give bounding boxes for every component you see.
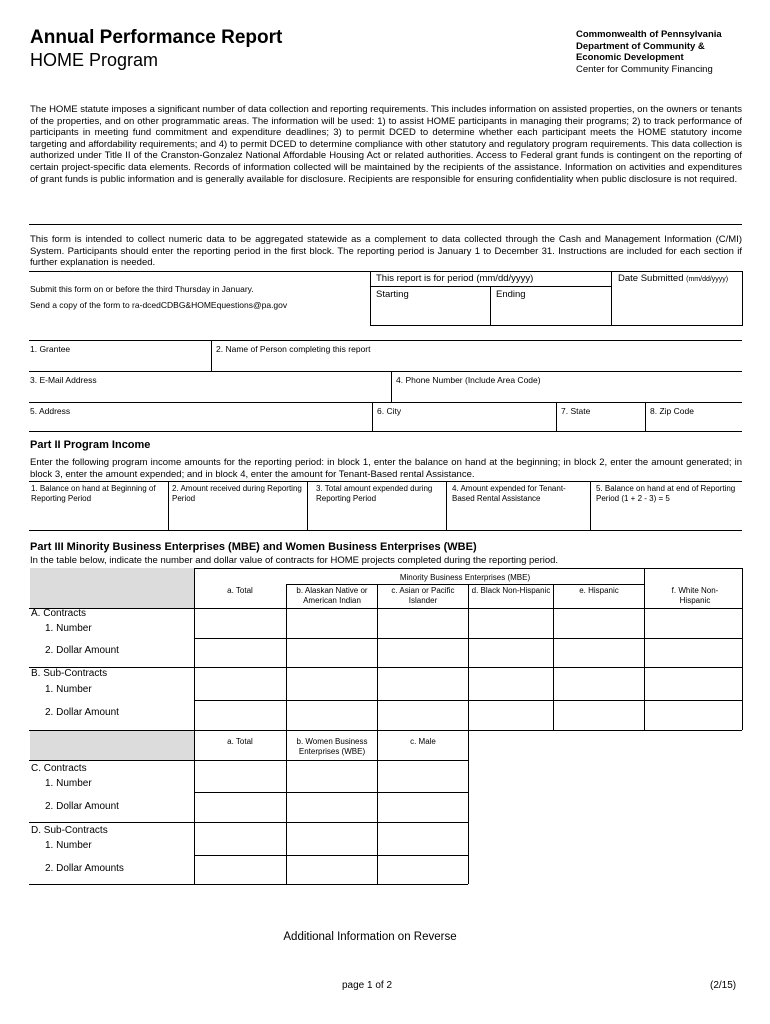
person-field[interactable] xyxy=(216,356,740,370)
mbe-contracts-dollar-white[interactable] xyxy=(646,640,741,666)
row-contracts-dollar: 2. Dollar Amount xyxy=(45,645,119,656)
purpose-paragraph: This form is intended to collect numeric data to be aggregated statewide as a complement to data collected through the Cash and Management Information (C/MI) System. Participants should enter the reporting period in the first block. The reporting period is January 1 to December 31. Instructions are included for each section if further explanation is needed. xyxy=(30,234,742,269)
mbe-subcontracts-number-asian[interactable] xyxy=(379,669,467,699)
starting-label: Starting xyxy=(376,289,409,300)
wbe-contracts-number-male[interactable] xyxy=(379,762,467,791)
divider xyxy=(742,568,743,730)
agency-line-4: Center for Community Financing xyxy=(576,63,713,75)
wbe-subcontracts-number-women[interactable] xyxy=(288,824,376,854)
part2-instructions: Enter the following program income amounts for the reporting period: in block 1, enter the balance on hand at the beginning; in block 2, enter the amount generated; in block 3, enter the amount expended; and in block 4, enter the amount for Tenant-Based rental Assistance. xyxy=(30,457,742,480)
mbe-subcontracts-dollar-asian[interactable] xyxy=(379,702,467,729)
wbe-col-male-label: c. Male xyxy=(410,737,436,746)
divider xyxy=(194,792,468,793)
row-wbe-contracts-dollar: 2. Dollar Amount xyxy=(45,801,119,812)
mbe-contracts-dollar-native[interactable] xyxy=(288,640,376,666)
wbe-contracts-dollar-total[interactable] xyxy=(196,794,284,821)
address-field[interactable] xyxy=(30,418,370,430)
wbe-contracts-dollar-male[interactable] xyxy=(379,794,467,821)
col-white-label: f. White Non-Hispanic xyxy=(671,586,719,605)
state-field[interactable] xyxy=(561,418,643,430)
part3-title: Part III Minority Business Enterprises (MBE) and Women Business Enterprises (WBE) xyxy=(30,541,477,553)
submit-email: Send a copy of the form to ra-dcedCDBG&HOMEquestions@pa.gov xyxy=(30,300,288,310)
form-title: Annual Performance Report xyxy=(30,27,283,48)
divider xyxy=(286,584,644,585)
wbe-subcontracts-dollar-total[interactable] xyxy=(196,857,284,883)
grantee-field[interactable] xyxy=(30,356,208,370)
wbe-col-total-label: a. Total xyxy=(227,737,253,746)
state-label: 7. State xyxy=(561,406,591,416)
divider xyxy=(468,584,469,730)
mbe-subcontracts-dollar-hispanic[interactable] xyxy=(555,702,643,729)
wbe-contracts-number-women[interactable] xyxy=(288,762,376,791)
mbe-contracts-number-black[interactable] xyxy=(470,610,552,637)
page-number: page 1 of 2 xyxy=(341,980,393,991)
pi-balance-end-field[interactable] xyxy=(592,508,740,528)
divider xyxy=(29,822,468,823)
mbe-subcontracts-dollar-black[interactable] xyxy=(470,702,552,729)
mbe-subcontracts-number-native[interactable] xyxy=(288,669,376,699)
mbe-contracts-dollar-hispanic[interactable] xyxy=(555,640,643,666)
part2-title: Part II Program Income xyxy=(30,439,151,451)
divider xyxy=(211,340,212,371)
phone-label: 4. Phone Number (Include Area Code) xyxy=(396,375,541,385)
row-wbe-contracts-number: 1. Number xyxy=(45,778,92,789)
col-total-label: a. Total xyxy=(227,586,253,595)
program-subtitle: HOME Program xyxy=(30,50,159,70)
col-asian-pacific-label: c. Asian or Pacific Islander xyxy=(391,586,455,605)
wbe-subcontracts-number-total[interactable] xyxy=(196,824,284,854)
divider xyxy=(194,568,742,569)
city-field[interactable] xyxy=(377,418,553,430)
divider xyxy=(194,730,195,884)
starting-date-field[interactable] xyxy=(372,300,488,324)
col-black-label: d. Black Non-Hispanic xyxy=(471,586,551,595)
divider xyxy=(590,481,591,530)
mbe-contracts-number-total[interactable] xyxy=(196,610,284,637)
divider xyxy=(29,431,742,432)
mbe-contracts-dollar-asian[interactable] xyxy=(379,640,467,666)
divider xyxy=(29,224,742,225)
pi-tbra-label: 4. Amount expended for Tenant-Based Rental Assistance xyxy=(452,484,566,503)
person-label: 2. Name of Person completing this report xyxy=(216,344,371,354)
wbe-subcontracts-dollar-male[interactable] xyxy=(379,857,467,883)
divider xyxy=(168,481,169,530)
mbe-contracts-number-asian[interactable] xyxy=(379,610,467,637)
period-label: This report is for period (mm/dd/yyyy) xyxy=(376,273,534,284)
row-wbe-subcontracts: D. Sub-Contracts xyxy=(31,825,108,836)
divider xyxy=(391,371,392,402)
ending-label: Ending xyxy=(496,289,526,300)
mbe-subcontracts-number-black[interactable] xyxy=(470,669,552,699)
mbe-contracts-number-white[interactable] xyxy=(646,610,741,637)
shaded-header-cell xyxy=(30,568,194,608)
row-subcontracts-dollar: 2. Dollar Amount xyxy=(45,707,119,718)
divider xyxy=(644,568,645,730)
divider xyxy=(372,402,373,431)
date-format-hint: (mm/dd/yyyy) xyxy=(686,276,729,283)
shaded-header-cell xyxy=(30,730,194,760)
divider xyxy=(29,760,468,761)
pi-amount-expended-label: 3. Total amount expended during Reporting Period xyxy=(316,484,433,503)
mbe-contracts-number-native[interactable] xyxy=(288,610,376,637)
divider xyxy=(194,855,468,856)
agency-line-3: Economic Development xyxy=(576,52,684,63)
part3-instructions: In the table below, indicate the number and dollar value of contracts for HOME projects completed during the reporting period. xyxy=(30,555,559,566)
row-contracts: A. Contracts xyxy=(31,608,87,619)
pi-amount-expended-field[interactable] xyxy=(309,508,444,528)
divider xyxy=(29,530,742,531)
divider xyxy=(29,667,742,668)
pi-amount-received-field[interactable] xyxy=(170,508,305,528)
agency-block xyxy=(576,29,722,75)
form-revision: (2/15) xyxy=(710,980,737,991)
pi-balance-beginning-label: 1. Balance on hand at Beginning of Reporting Period xyxy=(31,484,156,503)
mbe-subcontracts-number-hispanic[interactable] xyxy=(555,669,643,699)
grantee-label: 1. Grantee xyxy=(30,344,71,354)
divider xyxy=(29,402,742,403)
divider xyxy=(553,584,554,730)
date-submitted-text: Date Submitted xyxy=(618,273,684,284)
divider xyxy=(645,402,646,431)
divider xyxy=(29,730,742,731)
pi-balance-beginning-field[interactable] xyxy=(31,508,166,528)
wbe-subcontracts-dollar-women[interactable] xyxy=(288,857,376,883)
row-subcontracts: B. Sub-Contracts xyxy=(31,668,108,679)
agency-line-2: Department of Community & xyxy=(576,40,705,52)
mbe-subcontracts-dollar-white[interactable] xyxy=(646,702,741,729)
row-subcontracts-number: 1. Number xyxy=(45,684,92,695)
col-hispanic-label: e. Hispanic xyxy=(579,586,619,595)
pi-balance-end-label: 5. Balance on hand at end of Reporting Period (1 + 2 - 3) = 5 xyxy=(596,484,736,503)
city-label: 6. City xyxy=(377,406,402,416)
row-wbe-subcontracts-number: 1. Number xyxy=(45,840,92,851)
mbe-contracts-number-hispanic[interactable] xyxy=(555,610,643,637)
wbe-contracts-number-total[interactable] xyxy=(196,762,284,791)
phone-field[interactable] xyxy=(396,387,740,401)
col-alaskan-native-label: b. Alaskan Native or American Indian xyxy=(296,586,368,605)
address-label: 5. Address xyxy=(30,406,71,416)
submit-deadline: Submit this form on or before the third Thursday in January. xyxy=(30,284,254,294)
ending-date-field[interactable] xyxy=(492,300,608,324)
intro-paragraph: The HOME statute imposes a significant number of data collection and reporting requirements. This includes information on assisted properties, on the owners or tenants of the properties, and on other programmatic areas. The information will be used: 1) to assist HOME participants in managing their programs; 2) to track performance of participants in meeting fund commitment and expenditure deadlines; 3) to permit DCED to determine whether each participant meets the HOME statutory income targeting and affordability requirements; and 4) to permit DCED to determine compliance with other statutory and regulatory program requirements. This data collection is authorized under Title II of the Cranston-Gonzalez National Affordable Housing Act or related authorities. Access to Federal grant funds is contingent on the reporting of certain project-specific data elements. Records of information collected will be maintained by the recipients of the assistance. Information on activities and expenditures of grant funds is public information and is generally available for disclosure. Recipients are responsible for ensuring confidentiality when public disclosure is not required. xyxy=(30,104,742,185)
divider xyxy=(29,340,742,341)
agency-line-1: Commonwealth of Pennsylvania xyxy=(576,29,722,40)
divider xyxy=(29,481,742,482)
mbe-subcontracts-dollar-total[interactable] xyxy=(196,702,284,729)
wbe-subcontracts-number-male[interactable] xyxy=(379,824,467,854)
mbe-subcontracts-number-total[interactable] xyxy=(196,669,284,699)
email-field[interactable] xyxy=(30,387,388,401)
divider xyxy=(377,730,378,884)
divider xyxy=(307,481,308,530)
reverse-note: Additional Information on Reverse xyxy=(283,931,457,943)
divider xyxy=(611,271,612,326)
wbe-contracts-dollar-women[interactable] xyxy=(288,794,376,821)
zip-label: 8. Zip Code xyxy=(650,406,694,416)
divider xyxy=(29,884,468,885)
divider xyxy=(29,608,742,609)
divider xyxy=(29,371,742,372)
divider xyxy=(556,402,557,431)
divider xyxy=(446,481,447,530)
zip-field[interactable] xyxy=(650,418,740,430)
mbe-subcontracts-dollar-native[interactable] xyxy=(288,702,376,729)
date-submitted-field[interactable] xyxy=(614,288,740,324)
wbe-col-women-label: b. Women Business Enterprises (WBE) xyxy=(296,737,368,756)
divider xyxy=(468,730,469,884)
row-wbe-subcontracts-dollar: 2. Dollar Amounts xyxy=(45,863,124,874)
mbe-contracts-dollar-black[interactable] xyxy=(470,640,552,666)
pi-tbra-field[interactable] xyxy=(448,508,588,528)
email-label: 3. E-Mail Address xyxy=(30,375,97,385)
row-wbe-contracts: C. Contracts xyxy=(31,763,87,774)
row-contracts-number: 1. Number xyxy=(45,623,92,634)
date-submitted-label xyxy=(618,274,728,286)
divider xyxy=(490,286,491,326)
mbe-contracts-dollar-total[interactable] xyxy=(196,640,284,666)
mbe-header: Minority Business Enterprises (MBE) xyxy=(399,573,531,582)
mbe-subcontracts-number-white[interactable] xyxy=(646,669,741,699)
pi-amount-received-label: 2. Amount received during Reporting Period xyxy=(172,484,302,503)
